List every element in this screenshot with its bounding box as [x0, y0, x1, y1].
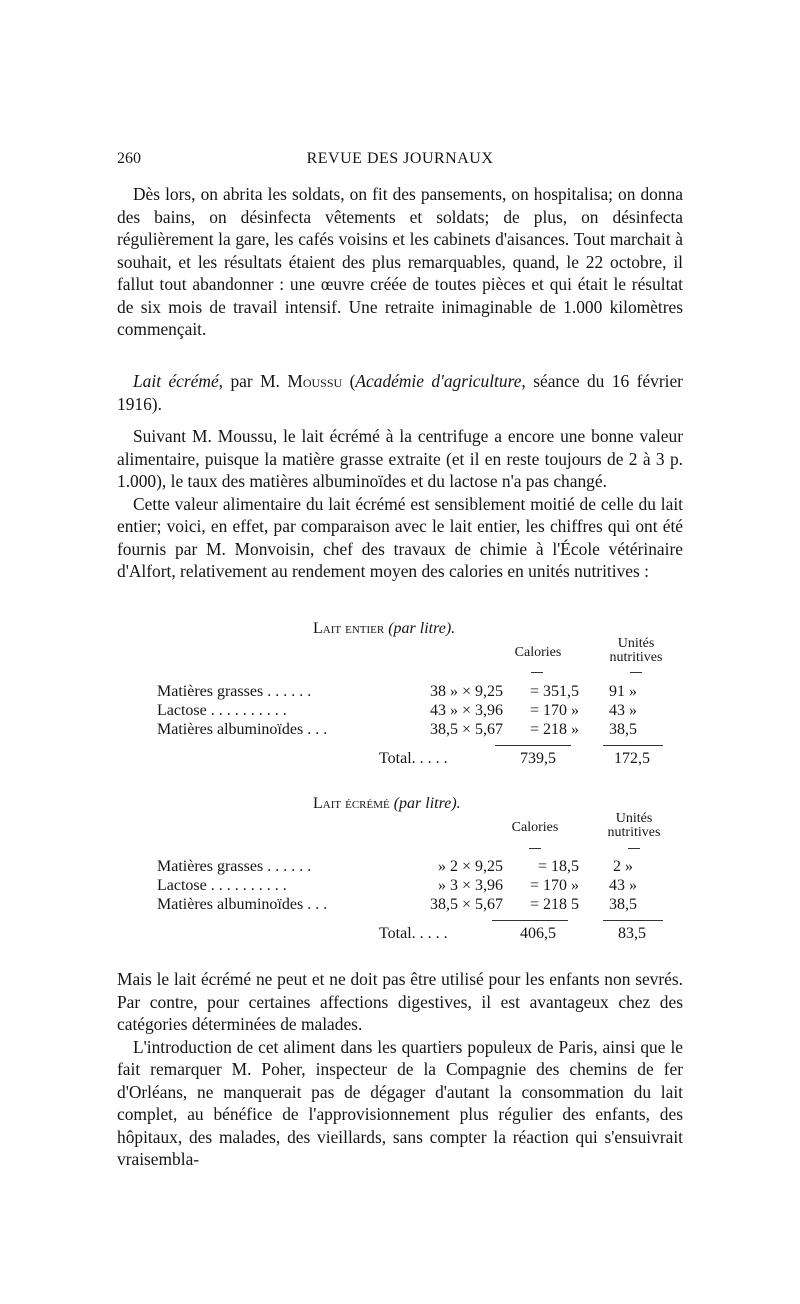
table2-row-factors: » 3 × 3,96 [437, 877, 503, 894]
table2-row-units: 43 » [609, 877, 637, 894]
table2-total-calories: 406,5 [520, 925, 556, 942]
table1-row [157, 683, 663, 703]
table2-col-calories: Calories [511, 820, 559, 835]
table1-col-units [596, 637, 676, 665]
table1-row-units: 43 » [609, 702, 637, 719]
table1-col-units-line1: Unités [617, 636, 655, 651]
table2-unit: (par litre). [393, 795, 461, 812]
table2-col-units [594, 812, 674, 840]
table1-row-factors: 38,5 × 5,67 [429, 721, 503, 738]
text-block-article [117, 370, 683, 583]
paragraph-4: Mais le lait écrémé ne peut et ne doit pas être utilisé pour les enfants non sevrés. Par contre, pour certaines affections digestives, il est avantageux chez des catégories déterminées de malades. [117, 969, 683, 1034]
article-heading [117, 370, 683, 415]
paragraph-5: L'introduction de cet aliment dans les quartiers populeux de Paris, ainsi que le fait remarquer M. Poher, inspecteur de la Compagnie des chemins de fer d'Orléans, ne manquerait pas de dégager d'autant la consommation du lait complet, au bénéfice de l'approvisionnement plus régulier des enfants, des hôpitaux, des malades, des vieillards, sans compter la réaction qui s'ensuivrait vraisembla- [117, 1036, 683, 1169]
paragraph-2: Suivant M. Moussu, le lait écrémé à la centrifuge a encore une bonne valeur alimentaire, puisque la matière grasse extraite (et il en reste toujours de 2 à 3 p. 1.000), le taux des matières albuminoïdes et du lactose n'a pas changé. [117, 426, 683, 491]
page-number: 260 [117, 150, 141, 167]
table1-row [157, 721, 663, 741]
table2-row-label: Matières albuminoïdes . . . [157, 896, 328, 913]
table2-row [157, 858, 663, 878]
paragraph-1: Dès lors, on abrita les soldats, on fit des pansements, on hospitalisa; on donna des bains, on désinfecta vêtements et soldats; de plus, on désinfecta régulièrement la gare, les cafés voisins et les cabinets d'aisances. Tout marchait à souhait, et les résultats étaient des plus remarquables, quand, le 22 octobre, il fallut tout abandonner : une œuvre créée de toutes pièces et qui était le résultat de six mois de travail intensif. Une retraite inimaginable de 1.000 kilomètres commençait. [117, 184, 683, 339]
table2-row-label: Matières grasses . . . . . . [157, 858, 312, 875]
table1-unit: (par litre). [388, 620, 456, 637]
table2-calories-rule [492, 920, 568, 921]
table1-col-calories: Calories [514, 645, 562, 660]
text-block-closing [117, 968, 683, 1171]
table2-calories-dash [529, 848, 541, 849]
table1-row-factors: 38 » × 9,25 [429, 683, 503, 700]
table1-caption [313, 620, 455, 638]
table1-units-dash [630, 672, 642, 673]
table1-row [157, 702, 663, 722]
table1-row-calories: = 218 » [529, 721, 579, 738]
table1-units-rule [603, 745, 663, 746]
table1-row-calories: = 351,5 [529, 683, 579, 700]
table2-row [157, 877, 663, 897]
article-source: Académie d'agriculture [355, 371, 522, 391]
table1-row-units: 38,5 [609, 721, 637, 738]
table2-row [157, 896, 663, 916]
table1-calories-rule [495, 745, 571, 746]
running-title: REVUE DES JOURNAUX [306, 150, 494, 167]
table2-row-calories: = 218 5 [529, 896, 579, 913]
table1-calories-dash [531, 672, 543, 673]
table2-caption [313, 795, 461, 813]
table1-title: Lait entier [313, 620, 385, 637]
table2-row-factors: » 2 × 9,25 [437, 858, 503, 875]
table2-row-units: 38,5 [609, 896, 637, 913]
table1-total-calories: 739,5 [520, 750, 556, 767]
table2-row-units: 2 » [613, 858, 633, 875]
page-header [117, 150, 683, 174]
article-source-open: ( [342, 371, 356, 391]
table1-row-units: 91 » [609, 683, 637, 700]
table1-row-label: Matières albuminoïdes . . . [157, 721, 328, 738]
table2-total-label: Total. . . . . [379, 925, 448, 942]
table1-row-factors: 43 » × 3,96 [429, 702, 503, 719]
table1-row-label: Lactose . . . . . . . . . . [157, 702, 287, 719]
table2-row-calories: = 170 » [529, 877, 579, 894]
text-block-intro [117, 183, 683, 341]
article-source-close: , séance du 16 février 1916). [117, 371, 683, 414]
article-author: Moussu [287, 371, 343, 391]
table2-units-rule [603, 920, 663, 921]
table2-title: Lait écrémé [313, 795, 390, 812]
table2-col-units-line1: Unités [615, 811, 653, 826]
article-by: , par M. [218, 371, 288, 391]
table1-row-label: Matières grasses . . . . . . [157, 683, 312, 700]
table2-row-factors: 38,5 × 5,67 [429, 896, 503, 913]
table1-row-calories: = 170 » [529, 702, 579, 719]
table2-total-units: 83,5 [618, 925, 646, 942]
table1-total-units: 172,5 [614, 750, 650, 767]
table2-units-dash [628, 848, 640, 849]
table2-row-label: Lactose . . . . . . . . . . [157, 877, 287, 894]
table2-row-calories: = 18,5 [537, 858, 579, 875]
paragraph-3: Cette valeur alimentaire du lait écrémé est sensiblement moitié de celle du lait entier; voici, en effet, par comparaison avec le lait entier, les chiffres qui ont été fournis par M. Monvoisin, chef des travaux de chimie à l'École vétérinaire d'Alfort, relativement au rendement moyen des calories en unités nutritives : [117, 493, 683, 581]
table1-col-units-line2: nutritives [609, 650, 663, 665]
table1-total-label: Total. . . . . [379, 750, 448, 767]
article-title: Lait écrémé [133, 371, 219, 391]
table2-col-units-line2: nutritives [607, 825, 661, 840]
